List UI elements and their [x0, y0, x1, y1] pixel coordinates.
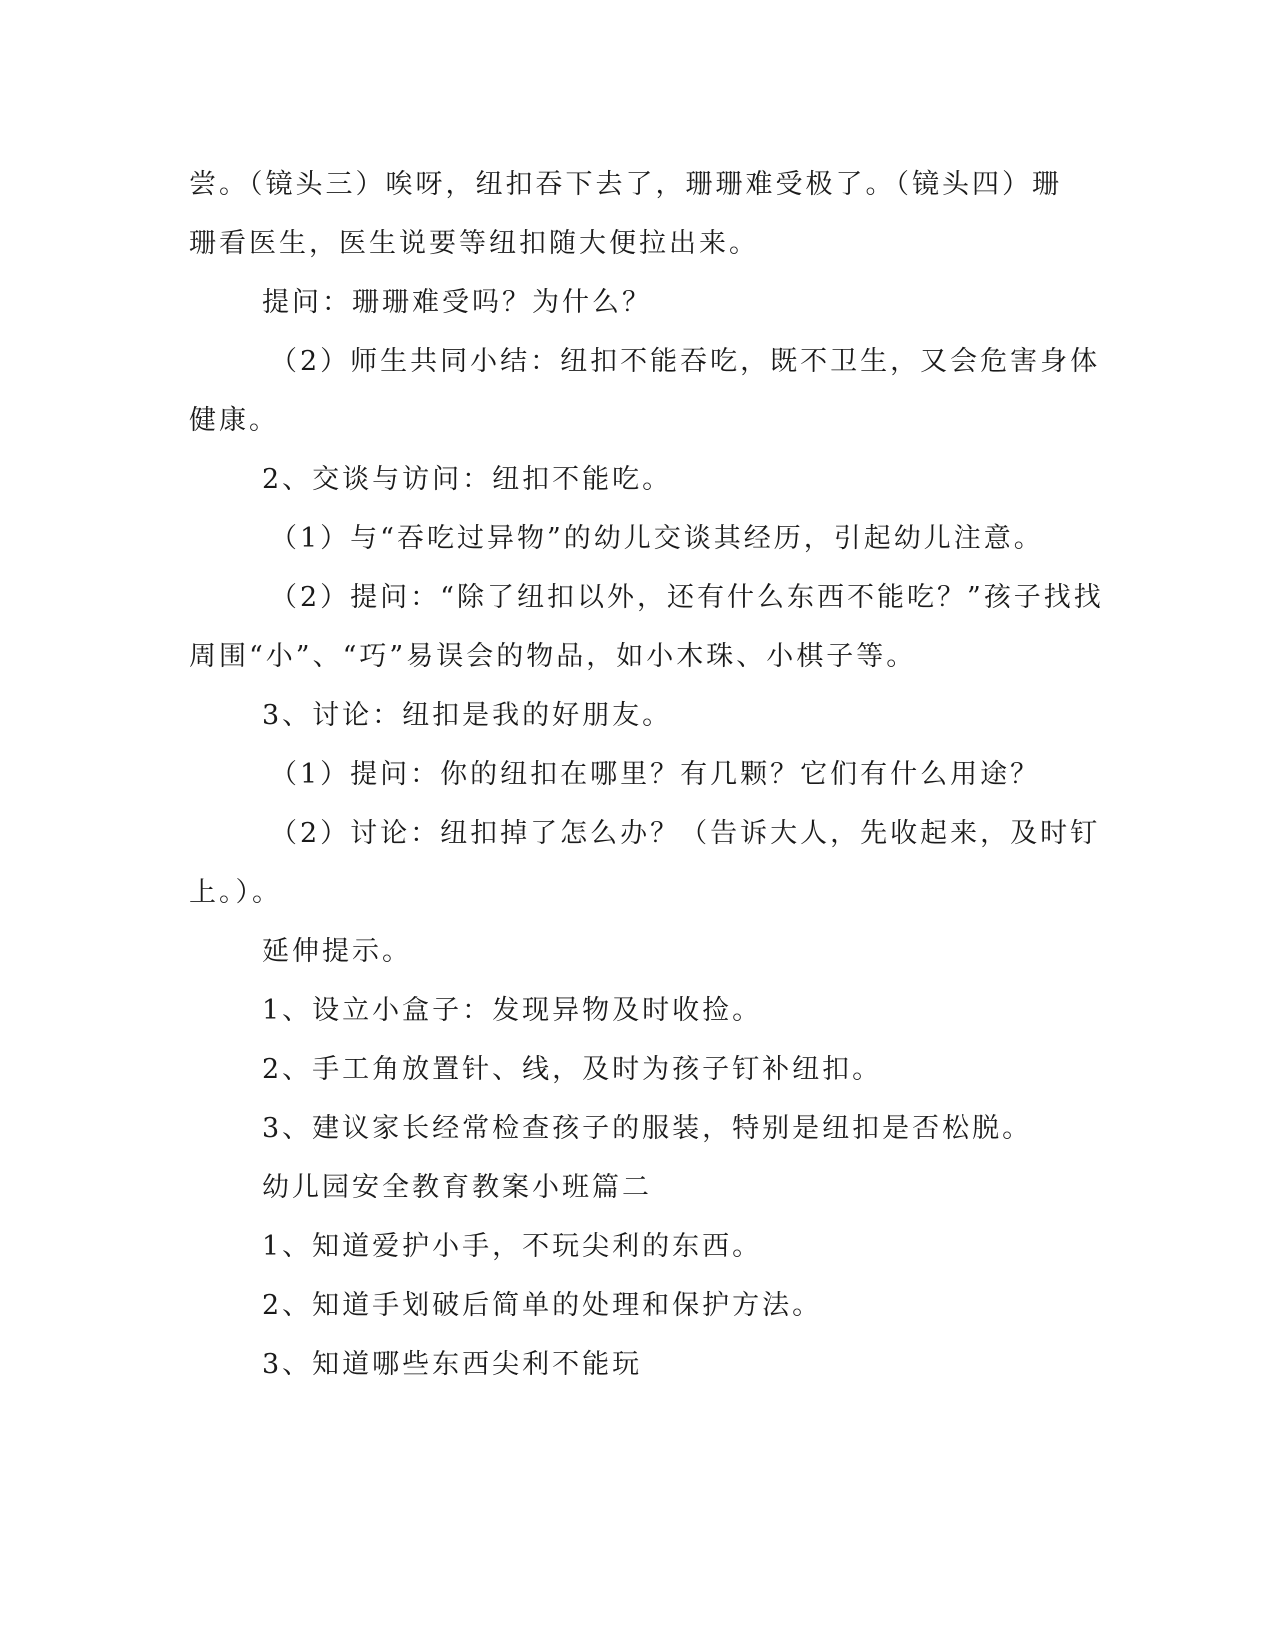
paragraph-line: 提问：珊珊难受吗？为什么？: [262, 287, 652, 318]
paragraph-line: 3、讨论：纽扣是我的好朋友。: [262, 700, 673, 731]
paragraph-line: 尝。（镜头三）唉呀，纽扣吞下去了，珊珊难受极了。（镜头四）珊: [189, 169, 1062, 200]
paragraph-line: 1、设立小盒子：发现异物及时收捡。: [262, 995, 763, 1026]
paragraph-line: 2、知道手划破后简单的处理和保护方法。: [262, 1290, 823, 1321]
paragraph-line: （2）讨论：纽扣掉了怎么办？（告诉大人，先收起来，及时钉: [270, 818, 1101, 849]
paragraph-line: （2）提问：“除了纽扣以外，还有什么东西不能吃？”孩子找找: [270, 582, 1104, 613]
paragraph-line: 健康。: [189, 405, 279, 436]
paragraph-line: （2）师生共同小结：纽扣不能吞吃，既不卫生，又会危害身体: [270, 346, 1101, 377]
paragraph-line: 周围“小”、“巧”易误会的物品，如小木珠、小棋子等。: [189, 641, 917, 672]
paragraph-line: 1、知道爱护小手，不玩尖利的东西。: [262, 1231, 763, 1262]
paragraph-line: 3、建议家长经常检查孩子的服装，特别是纽扣是否松脱。: [262, 1113, 1033, 1144]
paragraph-line: 延伸提示。: [262, 936, 412, 967]
paragraph-line: （1）提问：你的纽扣在哪里？有几颗？它们有什么用途？: [270, 759, 1041, 790]
section-heading: 幼儿园安全教育教案小班篇二: [262, 1172, 652, 1203]
paragraph-line: 2、交谈与访问：纽扣不能吃。: [262, 464, 673, 495]
paragraph-line: （1）与“吞吃过异物”的幼儿交谈其经历，引起幼儿注意。: [270, 523, 1044, 554]
paragraph-line: 珊看医生，医生说要等纽扣随大便拉出来。: [189, 228, 759, 259]
paragraph-line: 上。）。: [189, 877, 282, 908]
paragraph-line: 2、手工角放置针、线，及时为孩子钉补纽扣。: [262, 1054, 883, 1085]
paragraph-line: 3、知道哪些东西尖利不能玩: [262, 1349, 643, 1380]
